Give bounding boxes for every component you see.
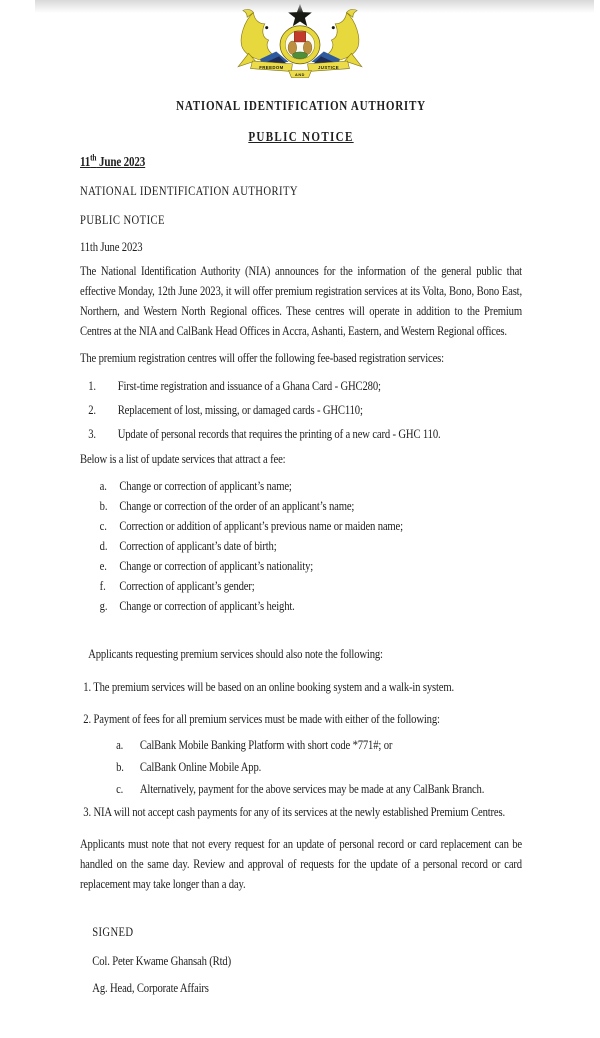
list-text: CalBank Online Mobile App. bbox=[139, 759, 262, 774]
note-item-1: 1. The premium services will be based on an online booking system and a walk-in system. bbox=[83, 679, 454, 694]
shield-figure-right bbox=[303, 41, 312, 54]
list-text: CalBank Mobile Banking Platform with short code *771#; or bbox=[139, 737, 393, 752]
list-item bbox=[116, 735, 522, 755]
list-item bbox=[100, 516, 522, 536]
list-item bbox=[116, 757, 522, 777]
list-item bbox=[80, 424, 522, 444]
fee-services-intro: The premium registration centres will offer the following fee-based registration services: bbox=[80, 350, 444, 365]
shield-castle-red bbox=[294, 31, 305, 41]
list-text: Change or correction of applicant’s name; bbox=[119, 478, 292, 493]
list-number: 2. bbox=[88, 402, 96, 417]
list-text: Change or correction of the order of an applicant’s name; bbox=[119, 498, 355, 513]
list-item bbox=[100, 476, 522, 496]
list-text: Alternatively, payment for the above services may be made at any CalBank Branch. bbox=[139, 781, 485, 796]
fee-services-list bbox=[80, 376, 522, 444]
note-item-3: 3. NIA will not accept cash payments for any of its services at the newly established Premium Centres. bbox=[83, 804, 505, 819]
pendant-right bbox=[332, 26, 335, 29]
list-text: Correction of applicant’s gender; bbox=[119, 578, 255, 593]
document-subtitle: PUBLIC NOTICE bbox=[248, 129, 354, 144]
list-text: Update of personal records that requires the printing of a new card - GHC 110. bbox=[117, 426, 441, 441]
notes-intro: Applicants requesting premium services should also note the following: bbox=[88, 646, 383, 661]
update-services-list bbox=[80, 476, 522, 616]
list-item bbox=[116, 779, 522, 799]
payment-options-list bbox=[80, 735, 522, 799]
list-letter: c. bbox=[116, 781, 124, 796]
document-body bbox=[80, 96, 522, 998]
list-letter: d. bbox=[99, 538, 108, 553]
note-item-2: 2. Payment of fees for all premium services must be made with either of the following: bbox=[83, 711, 440, 726]
list-number: 1. bbox=[88, 378, 96, 393]
list-letter: f. bbox=[99, 578, 106, 593]
date-rest: June 2023 bbox=[96, 154, 146, 169]
list-text: Change or correction of applicant’s nationality; bbox=[119, 558, 314, 573]
intro-paragraph: The National Identification Authority (NIA) announces for the information of the general public that effective Monday, 12th June 2023, it will offer premium registration services at its Volta, Bono, Bono East, Northern, and Western North Regional offices. These centres will operate in addition to the Premium Centres at the NIA and CalBank Head Offices in Accra, Ashanti, Eastern, and Western Regional offices. bbox=[80, 263, 522, 338]
notice-type-line: PUBLIC NOTICE bbox=[80, 212, 165, 227]
list-item bbox=[100, 596, 522, 616]
scan-shadow bbox=[35, 0, 594, 13]
list-item bbox=[100, 496, 522, 516]
list-text: First-time registration and issuance of a Ghana Card - GHC280; bbox=[117, 378, 381, 393]
list-letter: e. bbox=[99, 558, 107, 573]
list-item bbox=[100, 536, 522, 556]
date-line: 11th June 2023 bbox=[80, 239, 143, 254]
ghana-coat-of-arms-icon bbox=[232, 2, 368, 80]
pendant-left bbox=[265, 26, 268, 29]
list-letter: a. bbox=[116, 737, 124, 752]
document-title: NATIONAL IDENTIFICATION AUTHORITY bbox=[176, 98, 426, 113]
date-day: 11 bbox=[80, 154, 91, 169]
list-letter: b. bbox=[116, 759, 124, 774]
date-ordinal: th bbox=[90, 152, 97, 163]
list-item bbox=[100, 556, 522, 576]
list-item bbox=[80, 400, 522, 420]
motto-and: AND bbox=[295, 73, 305, 78]
list-item bbox=[80, 376, 522, 396]
list-text: Change or correction of applicant’s height. bbox=[119, 598, 295, 613]
shield-base-green bbox=[292, 52, 307, 59]
closing-paragraph: Applicants must note that not every request for an update of personal record or card replacement can be handled on the same day. Review and approval of requests for the update of a personal record or card replacement may take longer than a day. bbox=[80, 836, 522, 891]
list-letter: b. bbox=[99, 498, 108, 513]
list-letter: a. bbox=[99, 478, 107, 493]
update-services-intro: Below is a list of update services that attract a fee: bbox=[80, 451, 286, 466]
signatory-title: Ag. Head, Corporate Affairs bbox=[92, 980, 209, 995]
signed-label: SIGNED bbox=[92, 924, 134, 939]
notice-date-heading bbox=[80, 152, 522, 172]
list-item bbox=[100, 576, 522, 596]
org-name-line: NATIONAL IDENTIFICATION AUTHORITY bbox=[80, 183, 299, 198]
list-text: Correction of applicant’s date of birth; bbox=[119, 538, 277, 553]
motto-freedom: FREEDOM bbox=[259, 64, 284, 70]
list-text: Replacement of lost, missing, or damaged cards - GHC110; bbox=[117, 402, 363, 417]
list-number: 3. bbox=[88, 426, 96, 441]
motto-justice: JUSTICE bbox=[317, 64, 340, 70]
list-letter: g. bbox=[99, 598, 108, 613]
signatory-name: Col. Peter Kwame Ghansah (Rtd) bbox=[92, 953, 231, 968]
list-text: Correction or addition of applicant’s previous name or maiden name; bbox=[119, 518, 403, 533]
list-letter: c. bbox=[99, 518, 107, 533]
shield-figure-left bbox=[288, 41, 297, 54]
